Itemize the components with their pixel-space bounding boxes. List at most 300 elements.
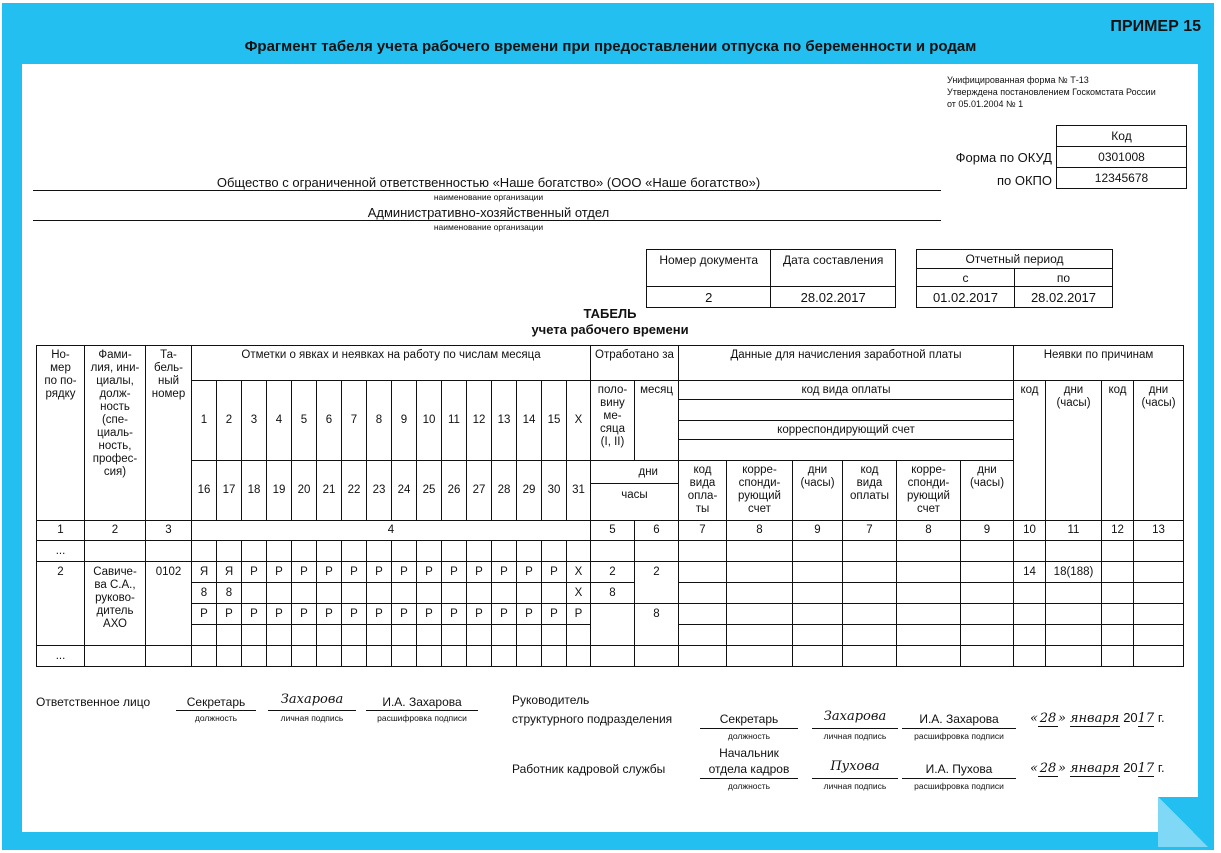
day-header-14: 14 <box>517 381 542 461</box>
period-to-label: по <box>1015 269 1113 287</box>
day-header-11: 11 <box>442 381 467 461</box>
hours-day-21 <box>317 625 342 646</box>
hdr-marks: Отметки о явках и неявках на работу по числам месяца <box>192 346 591 381</box>
hr-signature: Пухова <box>830 759 880 774</box>
codes-header: Код <box>1057 126 1187 147</box>
hr-sign-line <box>812 778 898 779</box>
row-dots-num-2: ... <box>37 646 85 667</box>
col-num-7: 7 <box>679 521 727 541</box>
col-num-2: 2 <box>85 521 146 541</box>
row-dots-cell <box>146 541 192 562</box>
row-dots-cell <box>542 541 567 562</box>
resp-signature: Захарова <box>280 692 344 707</box>
hours-day-24 <box>392 625 417 646</box>
organization-name: Общество с ограниченной ответственностью «Наше богатство» (ООО «Наше богатство») <box>216 175 761 190</box>
day-header-20: 20 <box>292 461 317 521</box>
hours-day-3 <box>242 583 267 604</box>
mark-day-1: Я <box>192 562 217 583</box>
hours-day-12 <box>467 583 492 604</box>
day-header-1: 1 <box>192 381 217 461</box>
doc-num-label: Номер документа <box>647 250 771 287</box>
row-tab-number: 0102 <box>146 562 192 646</box>
hdr-pay-code-blank <box>679 400 1013 421</box>
blank-cell <box>843 583 897 604</box>
row-dots-num: ... <box>37 541 85 562</box>
row-dots-2-cell <box>342 646 367 667</box>
day-header-3: 3 <box>242 381 267 461</box>
hr-position-1: Начальник <box>719 746 779 760</box>
row-dots-cell <box>1102 541 1134 562</box>
pay-cell <box>897 562 961 583</box>
row-dots-cell <box>192 541 217 562</box>
col-num-16: 13 <box>1134 521 1184 541</box>
blank-cell <box>1046 625 1102 646</box>
col-num-3: 3 <box>146 521 192 541</box>
pay-cell <box>793 562 843 583</box>
hours-day-17 <box>217 625 242 646</box>
mark-day-4: Р <box>267 562 292 583</box>
head-name: И.А. Захарова <box>919 712 999 726</box>
blank-cell <box>897 583 961 604</box>
row-dots-2-cell <box>85 646 146 667</box>
row-dots-2-cell <box>242 646 267 667</box>
hdr-pay-sub-4: код вида оплаты <box>843 461 897 521</box>
resp-position: Секретарь <box>186 695 246 709</box>
row-dots-2-cell <box>727 646 793 667</box>
hr-date: « 28 » января 2017 г. <box>1030 760 1165 776</box>
day-header-4: 4 <box>267 381 292 461</box>
hours-day-7 <box>342 583 367 604</box>
row-dots-cell <box>1134 541 1184 562</box>
hdr-pay-sub-2: корре- спонди- рующий счет <box>727 461 793 521</box>
resp-name-caption: расшифровка подписи <box>377 713 467 723</box>
day-header-19: 19 <box>267 461 292 521</box>
row-dots-2-cell <box>1102 646 1134 667</box>
head-position: Секретарь <box>719 712 779 726</box>
row-dots-2-cell <box>417 646 442 667</box>
mark-day-8: Р <box>367 562 392 583</box>
hdr-pay-sub-5: корре- спонди- рующий счет <box>897 461 961 521</box>
day-header-22: 22 <box>342 461 367 521</box>
blank-cell <box>1134 604 1184 625</box>
blank-cell <box>727 583 793 604</box>
row-dots-cell <box>467 541 492 562</box>
day-header-13: 13 <box>492 381 517 461</box>
row-dots-cell <box>367 541 392 562</box>
day-header-23: 23 <box>367 461 392 521</box>
page-title: Фрагмент табеля учета рабочего времени при предоставлении отпуска по беременности и родам <box>244 38 977 55</box>
responsible-label: Ответственное лицо <box>36 695 151 709</box>
row-dots-2-cell <box>1046 646 1102 667</box>
hdr-days-hours <box>591 461 679 521</box>
hdr-pay-codes <box>679 381 1014 461</box>
mark-day-20: Р <box>292 604 317 625</box>
row-dots-cell <box>1014 541 1046 562</box>
blank-cell <box>843 625 897 646</box>
hr-position-line <box>700 778 798 779</box>
row-dots-2-cell <box>146 646 192 667</box>
col-num-6: 6 <box>635 521 679 541</box>
row-dots-cell <box>492 541 517 562</box>
mark-day-9: Р <box>392 562 417 583</box>
example-label: ПРИМЕР 15 <box>1110 18 1201 35</box>
pay-cell <box>679 562 727 583</box>
row-dots-cell <box>317 541 342 562</box>
mark-day-31: Р <box>567 604 591 625</box>
resp-name-line <box>366 710 478 711</box>
half-hours-1: 8 <box>591 583 635 604</box>
hdr-half: поло- вину ме- сяца (I, II) <box>591 381 635 461</box>
row-dots-cell <box>679 541 727 562</box>
hours-day-16 <box>192 625 217 646</box>
blank-cell <box>1014 604 1046 625</box>
resp-position-line <box>176 710 256 711</box>
mark-day-14: Р <box>517 562 542 583</box>
day-header-28: 28 <box>492 461 517 521</box>
blank-cell <box>1102 583 1134 604</box>
month-hours: 8 <box>635 604 679 646</box>
hr-sign-caption: личная подпись <box>823 781 887 791</box>
absence-days: 18(188) <box>1046 562 1102 583</box>
hdr-pay: Данные для начисления заработной платы <box>679 346 1014 381</box>
dept-caption: наименование организации <box>433 222 544 232</box>
col-num-10: 7 <box>843 521 897 541</box>
row-dots-2-cell <box>192 646 217 667</box>
okud-label: Форма по ОКУД <box>955 150 1052 165</box>
day-header-2: 2 <box>217 381 242 461</box>
mark-day-5: Р <box>292 562 317 583</box>
row-dots-2-cell <box>591 646 635 667</box>
head-label-1: Руководитель <box>512 693 590 707</box>
hours-day-14 <box>517 583 542 604</box>
day-header-25: 25 <box>417 461 442 521</box>
row-dots-2-cell <box>492 646 517 667</box>
blank-cell <box>1102 625 1134 646</box>
blank-cell <box>843 604 897 625</box>
col-num-1: 1 <box>37 521 85 541</box>
hdr-pay-sub-1: код вида опла- ты <box>679 461 727 521</box>
mark-day-26: Р <box>442 604 467 625</box>
org-underline <box>33 190 941 191</box>
row-dots-cell <box>242 541 267 562</box>
doc-date: 28.02.2017 <box>771 287 896 308</box>
day-header-8: 8 <box>367 381 392 461</box>
row-dots-2-cell <box>317 646 342 667</box>
period-from-label: с <box>917 269 1015 287</box>
hours-day-8 <box>367 583 392 604</box>
hours-day-15 <box>542 583 567 604</box>
row-dots-cell <box>292 541 317 562</box>
row-dots-2-cell <box>217 646 242 667</box>
hours-day-9 <box>392 583 417 604</box>
row-dots-2-cell <box>1134 646 1184 667</box>
hdr-corr-blank <box>679 440 1013 460</box>
blank-cell <box>727 604 793 625</box>
mark-day-16: X <box>567 562 591 583</box>
hdr-corr: корреспондирующий счет <box>679 421 1013 440</box>
department-name: Административно-хозяйственный отдел <box>367 205 610 220</box>
hours-day-20 <box>292 625 317 646</box>
blank-cell <box>679 604 727 625</box>
hours-day-28 <box>492 625 517 646</box>
row-dots-cell <box>417 541 442 562</box>
row-dots-cell <box>793 541 843 562</box>
mark-day-3: Р <box>242 562 267 583</box>
period-from: 01.02.2017 <box>917 287 1015 308</box>
period-label: Отчетный период <box>917 250 1113 269</box>
okpo-label: по ОКПО <box>996 173 1052 188</box>
row-dots-2-cell <box>793 646 843 667</box>
row-num: 2 <box>37 562 85 646</box>
mark-day-12: Р <box>467 562 492 583</box>
day-header-30: 30 <box>542 461 567 521</box>
timesheet-table <box>36 345 1184 667</box>
blank-cell <box>679 583 727 604</box>
day-header-18: 18 <box>242 461 267 521</box>
day-header-5: 5 <box>292 381 317 461</box>
row-dots-2-cell <box>1014 646 1046 667</box>
hr-label: Работник кадровой службы <box>512 762 666 776</box>
row-dots-cell <box>635 541 679 562</box>
pay-cell <box>961 562 1014 583</box>
row-dots-cell <box>961 541 1014 562</box>
day-header-27: 27 <box>467 461 492 521</box>
mark-day-22: Р <box>342 604 367 625</box>
row-dots-2-cell <box>367 646 392 667</box>
row-dots-cell <box>342 541 367 562</box>
row-dots-2-cell <box>517 646 542 667</box>
tabel-title: ТАБЕЛЬ <box>583 306 637 321</box>
hours-day-11 <box>442 583 467 604</box>
day-header-24: 24 <box>392 461 417 521</box>
blank-cell <box>897 625 961 646</box>
mark-day-21: Р <box>317 604 342 625</box>
col-num-11: 8 <box>897 521 961 541</box>
hours-day-4 <box>267 583 292 604</box>
row-dots-cell <box>85 541 146 562</box>
blank-cell <box>793 625 843 646</box>
blank-cell <box>1134 583 1184 604</box>
resp-sign-caption: личная подпись <box>280 713 344 723</box>
row-dots-cell <box>727 541 793 562</box>
mark-day-11: Р <box>442 562 467 583</box>
okud-code: 0301008 <box>1057 147 1187 168</box>
row-dots-2-cell <box>843 646 897 667</box>
hdr-worked: Отработано за <box>591 346 679 381</box>
col-num-13: 10 <box>1014 521 1046 541</box>
okpo-code: 12345678 <box>1057 168 1187 189</box>
hours-day-27 <box>467 625 492 646</box>
mark-day-30: Р <box>542 604 567 625</box>
hours-day-1: 8 <box>192 583 217 604</box>
hours-day-16: X <box>567 583 591 604</box>
head-sign-line <box>812 728 898 729</box>
day-header-26: 26 <box>442 461 467 521</box>
hdr-name: Фами- лия, ини- циалы, долж- ность (спе- циаль- ность, профес- сия) <box>85 346 146 521</box>
hr-name: И.А. Пухова <box>925 762 993 776</box>
hdr-abs-code-2: код <box>1102 381 1134 521</box>
resp-position-caption: должность <box>194 713 238 723</box>
hdr-abs-days-2: дни (часы) <box>1134 381 1184 521</box>
day-header-10: 10 <box>417 381 442 461</box>
head-name-line <box>902 728 1016 729</box>
blank-cell <box>961 604 1014 625</box>
head-position-caption: должность <box>727 731 771 741</box>
resp-sign-line <box>268 710 356 711</box>
blank-cell <box>793 583 843 604</box>
row-dots-cell <box>392 541 417 562</box>
row-dots-2-cell <box>267 646 292 667</box>
row-dots-2-cell <box>567 646 591 667</box>
hdr-days: дни <box>591 461 678 484</box>
doc-date-label: Дата составления <box>771 250 896 287</box>
hours-day-26 <box>442 625 467 646</box>
half-days-1: 2 <box>591 562 635 583</box>
doc-info-table <box>646 249 896 308</box>
row-dots-2-cell <box>897 646 961 667</box>
row-dots-2-cell <box>635 646 679 667</box>
mark-day-29: Р <box>517 604 542 625</box>
mark-day-6: Р <box>317 562 342 583</box>
head-position-line <box>700 728 798 729</box>
hours-day-5 <box>292 583 317 604</box>
hdr-pay-code: код вида оплаты <box>679 381 1013 400</box>
codes-table <box>1056 125 1187 189</box>
blank-cell <box>961 625 1014 646</box>
row-dots-cell <box>897 541 961 562</box>
row-dots-2-cell <box>442 646 467 667</box>
blank-cell <box>1102 604 1134 625</box>
row-dots-2-cell <box>961 646 1014 667</box>
blank-cell <box>727 625 793 646</box>
blank-cell <box>1014 583 1046 604</box>
row-dots-cell <box>591 541 635 562</box>
head-sign-caption: личная подпись <box>823 731 887 741</box>
head-label-2: структурного подразделения <box>512 712 673 726</box>
row-dots-cell <box>843 541 897 562</box>
col-num-9: 9 <box>793 521 843 541</box>
hdr-hours: часы <box>621 489 648 501</box>
hours-day-18 <box>242 625 267 646</box>
mark-day-2: Я <box>217 562 242 583</box>
row-dots-2-cell <box>292 646 317 667</box>
row-dots-2-cell <box>392 646 417 667</box>
blank-cell <box>1046 583 1102 604</box>
dept-underline <box>33 220 941 221</box>
col-num-4: 4 <box>192 521 591 541</box>
absence-cell <box>1134 562 1184 583</box>
blank-cell <box>793 604 843 625</box>
mark-day-24: Р <box>392 604 417 625</box>
row-dots-cell <box>217 541 242 562</box>
hdr-tab: Та- бель- ный номер <box>146 346 192 521</box>
hdr-pay-sub-6: дни (часы) <box>961 461 1014 521</box>
period-to: 28.02.2017 <box>1015 287 1113 308</box>
head-name-caption: расшифровка подписи <box>914 731 1004 741</box>
hdr-abs-code-1: код <box>1014 381 1046 521</box>
hr-name-line <box>902 778 1016 779</box>
hours-day-31 <box>567 625 591 646</box>
mark-day-13: Р <box>492 562 517 583</box>
row-dots-2-cell <box>542 646 567 667</box>
hdr-num: Но- мер по по- рядку <box>37 346 85 521</box>
blank-cell <box>1046 604 1102 625</box>
month-days: 2 <box>635 562 679 604</box>
mark-day-25: Р <box>417 604 442 625</box>
row-dots-cell <box>1046 541 1102 562</box>
day-header-9: 9 <box>392 381 417 461</box>
hr-position-caption: должность <box>727 781 771 791</box>
half-days-2 <box>591 604 635 646</box>
day-header-31: 31 <box>567 461 591 521</box>
mark-day-28: Р <box>492 604 517 625</box>
mark-day-16: Р <box>192 604 217 625</box>
absence-cell <box>1102 562 1134 583</box>
head-date: « 28 » января 2017 г. <box>1030 710 1165 726</box>
hdr-abs-days-1: дни (часы) <box>1046 381 1102 521</box>
day-header-15: 15 <box>542 381 567 461</box>
row-dots-cell <box>517 541 542 562</box>
col-num-8: 8 <box>727 521 793 541</box>
hours-day-13 <box>492 583 517 604</box>
day-header-21: 21 <box>317 461 342 521</box>
day-header-7: 7 <box>342 381 367 461</box>
mark-day-17: Р <box>217 604 242 625</box>
hours-day-22 <box>342 625 367 646</box>
blank-cell <box>679 625 727 646</box>
mark-day-15: Р <box>542 562 567 583</box>
day-header-6: 6 <box>317 381 342 461</box>
blank-cell <box>1014 625 1046 646</box>
mark-day-10: Р <box>417 562 442 583</box>
pay-cell <box>727 562 793 583</box>
pay-cell <box>843 562 897 583</box>
hours-day-23 <box>367 625 392 646</box>
hdr-month: месяц <box>635 381 679 461</box>
day-header-16: X <box>567 381 591 461</box>
mark-day-7: Р <box>342 562 367 583</box>
resp-name: И.А. Захарова <box>382 695 462 709</box>
hours-day-2: 8 <box>217 583 242 604</box>
hours-day-19 <box>267 625 292 646</box>
mark-day-18: Р <box>242 604 267 625</box>
hours-day-6 <box>317 583 342 604</box>
col-num-14: 11 <box>1046 521 1102 541</box>
day-header-16: 16 <box>192 461 217 521</box>
row-dots-cell <box>442 541 467 562</box>
row-dots-cell <box>267 541 292 562</box>
row-dots-cell <box>567 541 591 562</box>
blank-cell <box>961 583 1014 604</box>
form-info: Унифицированная форма № Т-13 Утверждена постановлением Госкомстата России от 05.01.2004 № 1 <box>947 75 1156 109</box>
org-caption: наименование организации <box>433 192 544 202</box>
hr-name-caption: расшифровка подписи <box>914 781 1004 791</box>
col-num-5: 5 <box>591 521 635 541</box>
doc-num: 2 <box>647 287 771 308</box>
hr-position-2: отдела кадров <box>708 762 790 776</box>
page-curl-corner <box>1158 797 1208 847</box>
hours-day-30 <box>542 625 567 646</box>
absence-code: 14 <box>1014 562 1046 583</box>
row-dots-2-cell <box>679 646 727 667</box>
mark-day-19: Р <box>267 604 292 625</box>
col-num-15: 12 <box>1102 521 1134 541</box>
hdr-absence: Неявки по причинам <box>1014 346 1184 381</box>
day-header-12: 12 <box>467 381 492 461</box>
day-header-17: 17 <box>217 461 242 521</box>
period-table <box>916 249 1113 308</box>
blank-cell <box>1134 625 1184 646</box>
